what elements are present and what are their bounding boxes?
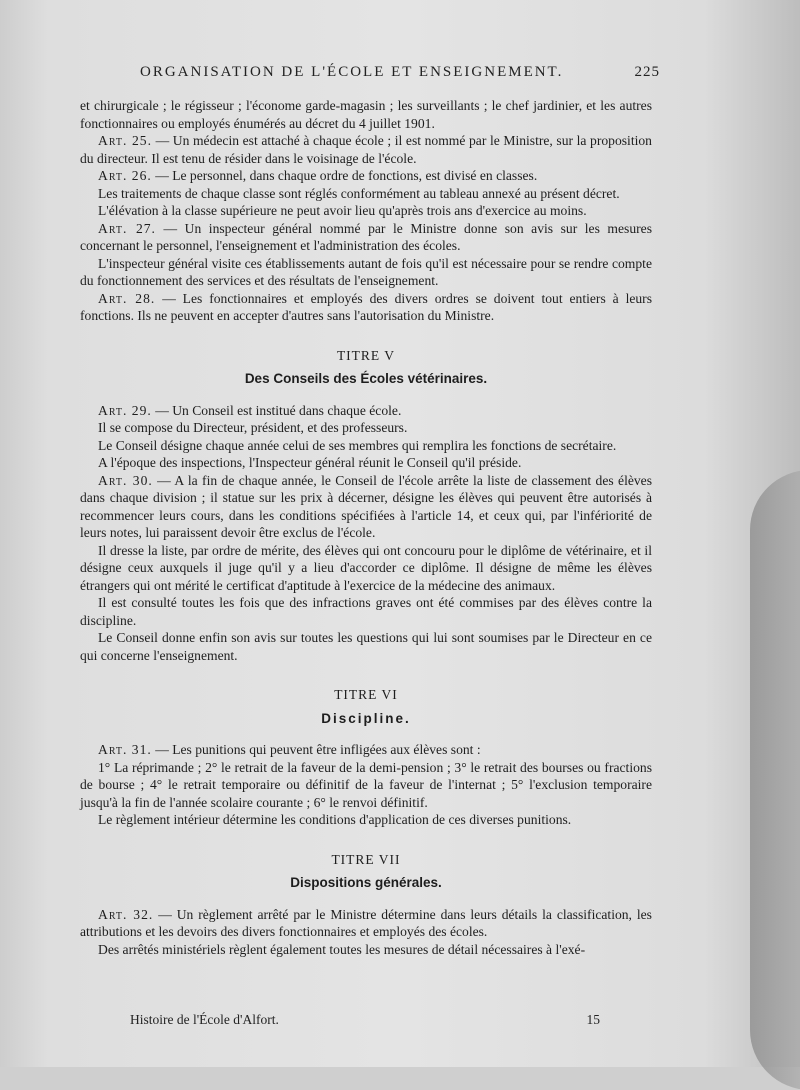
paragraph (80, 185, 652, 203)
titre-v-heading: TITRE V (336, 347, 396, 363)
paragraph-text: — Les punitions qui peuvent être infligées aux élèves sont : (151, 742, 481, 757)
paragraph-text: L'inspecteur général visite ces établissements autant de fois qu'il est nécessaire pour se rendre compte du fonctionnement des services et des résultats de l'enseignement. (80, 255, 652, 288)
running-header (140, 64, 660, 81)
titre-vii-heading: TITRE VII (331, 851, 401, 867)
paragraph (80, 542, 652, 595)
paragraph (80, 629, 652, 664)
article-number: Art. 31. (98, 742, 152, 757)
paragraph-text: Le règlement intérieur détermine les conditions d'application de ces diverses punitions. (98, 812, 572, 827)
paragraph (80, 906, 652, 941)
titre-vi-subtitle: Discipline. (321, 710, 411, 726)
section-top (80, 97, 652, 325)
paragraph-text: Il se compose du Directeur, président, et des professeurs. (98, 420, 408, 435)
titre-v-subtitle: Des Conseils des Écoles vétérinaires. (244, 371, 488, 386)
paragraph (80, 132, 652, 167)
section-titre-vi (80, 741, 652, 829)
paragraph-text: Des arrêtés ministériels règlent également toutes les mesures de détail nécessaires à l'exé- (98, 941, 586, 957)
paragraph (80, 454, 652, 472)
article-number: Art. 30. (98, 472, 153, 488)
paragraph (80, 941, 652, 959)
paragraph (80, 202, 652, 220)
running-title: ORGANISATION DE L'ÉCOLE ET ENSEIGNEMENT. (140, 64, 564, 80)
paragraph (80, 220, 652, 255)
paragraph-text: L'élévation à la classe supérieure ne peut avoir lieu qu'après trois ans d'exercice au moins. (98, 203, 587, 218)
paragraph-text: Les traitements de chaque classe sont réglés conformément au tableau annexé au présent décret. (98, 185, 620, 201)
article-number: Art. 26. (98, 168, 152, 183)
page-footer (130, 1012, 600, 1028)
paragraph (80, 811, 652, 829)
article-number: Art. 25. (98, 133, 152, 148)
titre-vi-heading: TITRE VI (334, 687, 398, 702)
paragraph-text: Le Conseil donne enfin son avis sur toutes les questions qui lui sont soumises par le Directeur en ce qui concerne l'enseignement. (80, 630, 652, 663)
paragraph-text: — Un inspecteur général nommé par le Ministre donne son avis sur les mesures concernant le personnel, l'enseignement et l'administration des écoles. (80, 220, 652, 253)
paragraph (80, 741, 652, 759)
paragraph-text: Il dresse la liste, par ordre de mérite, des élèves qui ont concouru pour le diplôme de vétérinaire, et il désigne ceux auxquels il juge qu'il y a lieu d'accorder ce diplôme. Il désigne de même les élèves étrangers qui ont mérité le certificat d'aptitude à l'exercice de la médecine des animaux. (80, 542, 652, 593)
article-number: Art. 28. (98, 290, 156, 306)
section-titre-v (80, 402, 652, 665)
thumb-shadow (750, 470, 800, 1090)
paragraph (80, 97, 652, 132)
article-number: Art. 27. (98, 220, 156, 236)
page-number: 225 (634, 64, 660, 80)
paragraph-text: et chirurgicale ; le régisseur ; l'économe garde-magasin ; les surveillants ; le chef jardinier, et les autres fonctionnaires ou employés énumérés au décret du 4 juillet 1901. (80, 98, 652, 131)
section-titre-vii (80, 906, 652, 959)
paragraph (80, 594, 652, 629)
article-number: Art. 32. (98, 906, 154, 922)
titre-vii-subtitle: Dispositions générales. (290, 875, 442, 890)
paragraph (80, 419, 652, 437)
paragraph (80, 759, 652, 812)
paragraph-text: — Un médecin est attaché à chaque école ; il est nommé par le Ministre, sur la proposition du directeur. Il est tenu de résider dans le voisinage de l'école. (80, 133, 652, 166)
paragraph (80, 255, 652, 290)
paragraph-text: — Le personnel, dans chaque ordre de fonctions, est divisé en classes. (151, 168, 538, 183)
paragraph-text: Il est consulté toutes les fois que des infractions graves ont été commises par des élèves contre la discipline. (80, 595, 652, 628)
signature-mark: 15 (586, 1012, 600, 1027)
paragraph (80, 472, 652, 542)
paragraph-text: — Les fonctionnaires et employés des divers ordres se doivent tout entiers à leurs fonctions. Ils ne peuvent en accepter d'autres sans l'autorisation du Ministre. (80, 290, 652, 323)
article-number: Art. 29. (98, 402, 152, 418)
paragraph-text: 1° La réprimande ; 2° le retrait de la faveur de la demi-pension ; 3° le retrait des bourses ou fractions de bourse ; 4° le retrait temporaire ou définitif de la faveur de l'internat ; 5° l'exclusion temporaire jusqu'à la fin de l'année scolaire courante ; 6° le renvoi définitif. (80, 759, 652, 810)
paragraph-text: — A la fin de chaque année, le Conseil de l'école arrête la liste de classement des élèves dans chaque division ; il statue sur les prix à décerner, désigne les élèves qui peuvent être autorisés à recommencer leurs cours, dans les conditions spécifiées à l'article 14, et ceux qui, par l'infériorité de leurs notes, lui paraissent devoir être exclus de l'école. (80, 472, 652, 540)
paragraph-text: — Un règlement arrêté par le Ministre détermine dans leurs détails la classification, les attributions et les devoirs des divers fonctionnaires et employés des écoles. (80, 906, 652, 939)
paragraph (80, 290, 652, 325)
paragraph-text: Le Conseil désigne chaque année celui de ses membres qui remplira les fonctions de secrétaire. (98, 437, 617, 453)
paragraph-text: — Un Conseil est institué dans chaque école. (151, 402, 402, 418)
footer-book-title: Histoire de l'École d'Alfort. (130, 1012, 279, 1027)
paragraph (80, 167, 652, 185)
page-body (80, 97, 652, 958)
paragraph (80, 402, 652, 420)
paragraph (80, 437, 652, 455)
paragraph-text: A l'époque des inspections, l'Inspecteur général réunit le Conseil qu'il préside. (98, 455, 522, 470)
